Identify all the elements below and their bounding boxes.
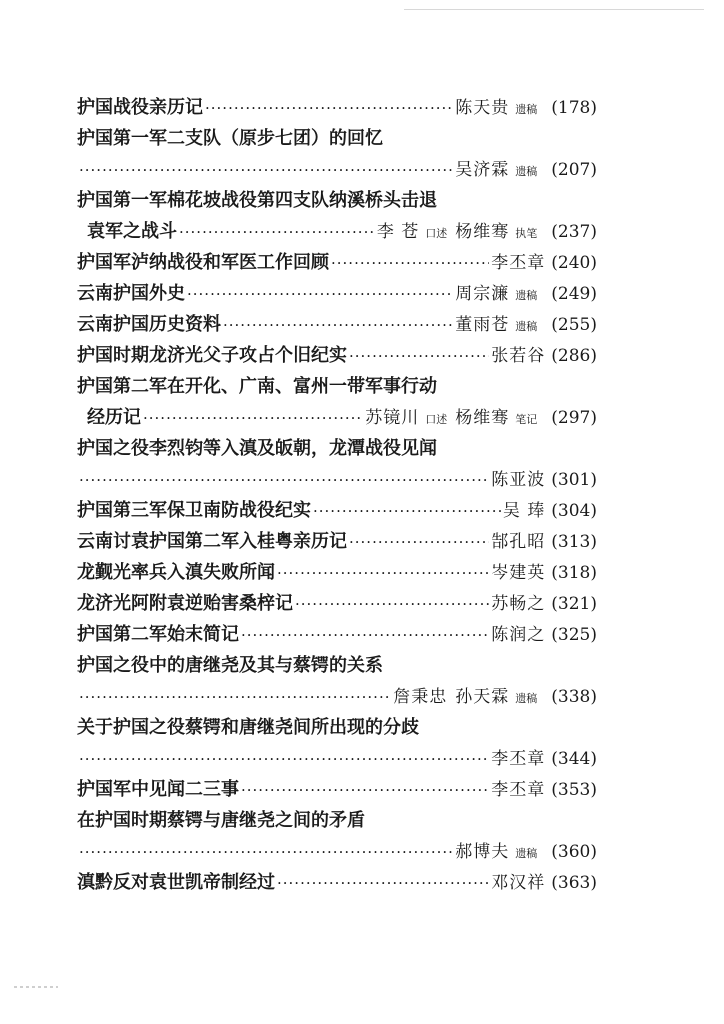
entry-author: 郝博夫 [455,842,510,862]
toc-entry[interactable] [77,867,597,898]
entry-title: 护国军泸纳战役和军医工作回顾 [77,252,329,273]
toc-entry[interactable] [77,309,597,340]
entry-title: 云南护国外史 [77,283,185,304]
leader-dots [331,247,489,279]
toc-entry-continuation[interactable] [77,464,597,495]
entry-author: 詹秉忠 [393,687,448,707]
toc-entry-continuation[interactable] [77,681,597,712]
entry-title: 在护国时期蔡锷与唐继尧之间的矛盾 [77,810,365,831]
entry-page: (353) [551,780,597,800]
entry-page: (313) [551,532,597,552]
entry-title: 护国之役中的唐继尧及其与蔡锷的关系 [77,655,383,676]
entry-title: 龙济光阿附袁逆贻害桑梓记 [77,593,293,614]
entry-title: 护国第二军始末简记 [77,624,239,645]
leader-dots [277,557,489,589]
entry-page: (338) [551,687,597,707]
toc-entry[interactable] [77,650,597,681]
entry-author: 吴 琫 [502,501,546,521]
toc-entry[interactable] [77,712,597,743]
entry-title: 护国之役李烈钧等入滇及皈朝，龙潭战役见闻 [77,438,437,459]
entry-title: 龙觐光率兵入滇失败所闻 [77,562,275,583]
leader-dots [187,278,453,310]
entry-page: (237) [551,222,597,242]
toc-entry[interactable] [77,805,597,836]
entry-title: 云南护国历史资料 [77,314,221,335]
leader-dots [295,588,489,620]
toc-entry-continuation[interactable] [77,836,597,867]
leader-dots [313,495,501,527]
entry-title: 护国第一军二支队（原步七团）的回忆 [77,128,383,149]
entry-author: 苏畅之 [491,594,546,614]
toc-entry[interactable] [77,123,597,154]
entry-title: 云南讨袁护国第二军入桂粤亲历记 [77,531,347,552]
leader-dots [79,154,453,186]
entry-title: 关于护国之役蔡锷和唐继尧间所出现的分歧 [77,717,419,738]
entry-title: 袁军之战斗 [87,221,177,242]
entry-author-2: 孙天霖 [455,687,510,707]
toc-entry[interactable] [77,495,597,526]
entry-role-2: 遗稿 [515,692,538,705]
toc-entry[interactable] [77,340,597,371]
toc-entry[interactable] [77,371,597,402]
toc-entry[interactable] [77,557,597,588]
entry-author: 邓汉祥 [491,873,546,893]
entry-page: (178) [551,98,597,118]
entry-author-2: 杨维骞 [455,408,510,428]
entry-author: 李丕章 [491,749,546,769]
entry-page: (363) [551,873,597,893]
toc-entry[interactable] [77,526,597,557]
toc-entry-continuation[interactable] [77,402,597,433]
entry-title: 滇黔反对袁世凯帝制经过 [77,872,275,893]
leader-dots [179,216,375,248]
entry-page: (301) [551,470,597,490]
leader-dots [241,619,489,651]
entry-author: 陈润之 [491,625,546,645]
leader-dots [349,526,489,558]
entry-role: 遗稿 [515,165,538,178]
entry-page: (318) [551,563,597,583]
entry-role-2: 执笔 [515,227,538,240]
entry-title: 经历记 [87,407,141,428]
top-rule [404,9,704,10]
entry-title: 护国第一军棉花坡战役第四支队纳溪桥头击退 [77,190,437,211]
toc-entry[interactable] [77,619,597,650]
entry-author-2: 杨维骞 [455,222,510,242]
entry-author: 岑建英 [491,563,546,583]
entry-page: (249) [551,284,597,304]
entry-page: (286) [551,346,597,366]
entry-title: 护国时期龙济光父子攻占个旧纪实 [77,345,347,366]
toc-entry[interactable] [77,185,597,216]
entry-author: 李丕章 [491,780,546,800]
scan-artifact [14,986,58,988]
leader-dots [79,836,453,868]
entry-title: 护国战役亲历记 [77,97,203,118]
toc-entry-continuation[interactable] [77,216,597,247]
toc-entry-continuation[interactable] [77,154,597,185]
entry-page: (207) [551,160,597,180]
entry-page: (255) [551,315,597,335]
entry-author: 郜孔昭 [491,532,546,552]
entry-page: (304) [551,501,597,521]
toc-entry-continuation[interactable] [77,743,597,774]
leader-dots [79,681,391,713]
leader-dots [223,309,453,341]
leader-dots [79,743,489,775]
entry-role: 遗稿 [515,320,538,333]
entry-page: (344) [551,749,597,769]
entry-role: 遗稿 [515,103,538,116]
toc-entry[interactable] [77,433,597,464]
entry-author: 李 苍 [376,222,420,242]
entry-author: 苏镜川 [365,408,420,428]
leader-dots [79,464,489,496]
entry-page: (360) [551,842,597,862]
entry-role: 口述 [425,227,448,240]
entry-title: 护国军中见闻二三事 [77,779,239,800]
leader-dots [349,340,489,372]
entry-author: 张若谷 [491,346,546,366]
toc-entry[interactable] [77,247,597,278]
entry-role-2: 笔记 [515,413,538,426]
toc-entry[interactable] [77,92,597,123]
entry-title: 护国第二军在开化、广南、富州一带军事行动 [77,376,437,397]
entry-role: 口述 [425,413,448,426]
entry-page: (321) [551,594,597,614]
toc-entry[interactable] [77,588,597,619]
entry-author: 陈天贵 [455,98,510,118]
entry-author: 吴济霖 [455,160,510,180]
leader-dots [205,92,453,124]
entry-author: 周宗濂 [455,284,510,304]
entry-page: (240) [551,253,597,273]
leader-dots [241,774,489,806]
table-of-contents [77,92,597,898]
entry-author: 李丕章 [491,253,546,273]
leader-dots [143,402,363,434]
entry-author: 董雨苍 [455,315,510,335]
entry-title: 护国第三军保卫南防战役纪实 [77,500,311,521]
entry-role: 遗稿 [515,847,538,860]
leader-dots [277,867,489,899]
toc-entry[interactable] [77,774,597,805]
entry-role: 遗稿 [515,289,538,302]
entry-page: (325) [551,625,597,645]
entry-author: 陈亚波 [491,470,546,490]
toc-entry[interactable] [77,278,597,309]
entry-page: (297) [551,408,597,428]
